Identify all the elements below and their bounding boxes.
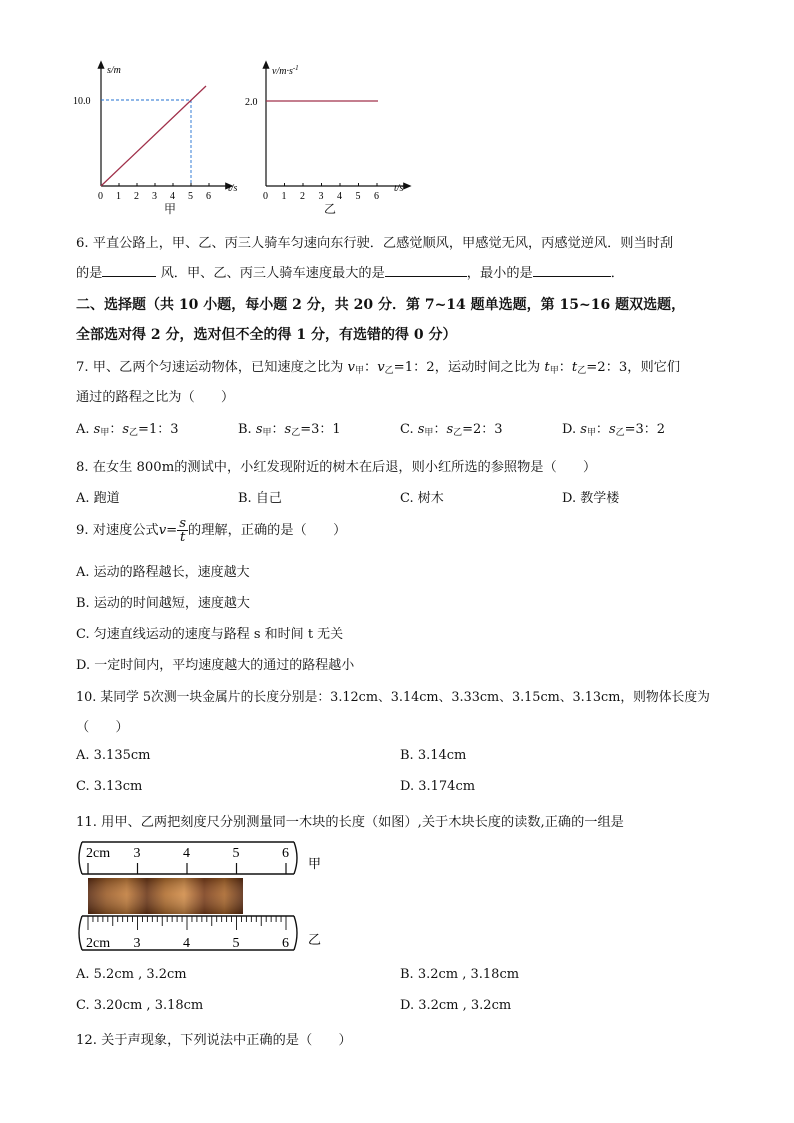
graph-yi-y-label: $v/m\cdot s^{-1}$ (272, 64, 299, 77)
q6-text-d: ． (610, 266, 624, 281)
graph-jia-x-label: t/s (228, 183, 238, 194)
ruler-yi-label: 5 (232, 936, 240, 951)
ruler-yi-ticks (88, 916, 286, 930)
q11-stem: 11. 用甲、乙两把刻度尺分别测量同一木块的长度（如图）,关于木块长度的读数,正确的一组是 (76, 815, 624, 830)
q6-text-c: ，最小的是 (466, 266, 533, 281)
graph-yi-caption: 乙 (324, 202, 337, 216)
graph-yi-tick-label: 5 (355, 191, 361, 202)
graph-yi-tick-label: 2 (300, 191, 305, 202)
q11-option-d[interactable]: D. 3.2cm , 3.2cm (400, 998, 512, 1013)
ruler-jia-label: 3 (133, 846, 141, 861)
q7-option-part: s (446, 422, 454, 437)
ruler-yi-label: 6 (282, 936, 289, 951)
graph-yi-y-tick: 2.0 (245, 97, 258, 108)
q7-option-part: s (284, 422, 292, 437)
ruler-yi-label: 2cm (86, 936, 111, 951)
q10-option-b[interactable]: B. 3.14cm (400, 748, 467, 763)
q7-option-part: A. (76, 422, 94, 437)
q7-option-c[interactable] (400, 418, 503, 438)
q7-option-part: s (608, 422, 616, 437)
q11-option-a[interactable]: A. 5.2cm , 3.2cm (76, 967, 187, 982)
q9-stem (76, 517, 346, 544)
graph-yi-tick-label: 4 (337, 191, 342, 202)
q8-option-d[interactable]: D. 教学楼 (562, 491, 620, 506)
graph-jia-tick-label: 2 (134, 191, 139, 202)
q7-option-part: 乙 (615, 428, 625, 438)
q7-line2: 通过的路程之比为（ ） (76, 390, 235, 405)
q7-ratio2: =2：3，则它们 (586, 360, 681, 375)
q10-line1: 10. 某同学 5次测一块金属片的长度分别是：3.12cm、3.14cm、3.33cm、3.15cm、3.13cm，则物体长度为 (76, 690, 710, 705)
q9-v: v (158, 523, 167, 538)
ruler-jia-label: 2cm (86, 846, 111, 861)
q7-option-d[interactable] (562, 418, 665, 438)
q7-option-part: B. (238, 422, 256, 437)
ruler-yi-name: 乙 (308, 932, 322, 947)
q6-line2 (76, 262, 624, 281)
q7-v1: v (347, 360, 355, 375)
q9-fraction (177, 517, 188, 544)
q10-option-c[interactable]: C. 3.13cm (76, 779, 143, 794)
section2-line1: 二、选择题（共 10 小题，每小题 2 分，共 20 分．第 7~14 题单选题，第 15~16 题双选题， (76, 297, 686, 313)
q7-option-part: ： (595, 422, 609, 437)
q6-text-a: 的是 (76, 266, 103, 281)
q7-option-part: 甲 (424, 428, 434, 438)
graph-yi (240, 58, 420, 218)
q7-option-part: 乙 (291, 428, 301, 438)
q7-colon-2: ： (558, 360, 572, 375)
q7-option-part: 甲 (586, 428, 596, 438)
q6-line1: 6. 平直公路上，甲、乙、丙三人骑车匀速向东行驶．乙感觉顺风，甲感觉无风，丙感觉逆风．则当时刮 (76, 236, 674, 251)
graph-jia-tick-label: 4 (170, 191, 175, 202)
q7-option-part: 甲 (100, 428, 110, 438)
q9-eq: = (166, 523, 178, 538)
ruler-yi (79, 916, 297, 951)
q7-t1: t (544, 360, 550, 375)
q11-option-b[interactable]: B. 3.2cm , 3.18cm (400, 967, 520, 982)
graph-jia-tick-label: 5 (188, 191, 193, 202)
graph-yi-tick-label: 3 (318, 191, 324, 202)
q6-text-b: 风．甲、乙、丙三人骑车速度最大的是 (160, 266, 385, 281)
ruler-jia-label: 5 (232, 846, 240, 861)
graph-yi-x-label: t/s (394, 183, 404, 194)
q9-text-a: 9. 对速度公式 (76, 523, 159, 538)
q7-text-a: 7. 甲、乙两个匀速运动物体，已知速度之比为 (76, 360, 344, 375)
q7-sub-yi-2: 乙 (577, 366, 587, 376)
graph-jia (70, 58, 250, 218)
q7-option-part: s (255, 422, 263, 437)
q7-t2: t (571, 360, 578, 375)
q7-option-part: s (580, 422, 587, 437)
wood-block-shade (88, 878, 243, 914)
q6-blank-2[interactable] (385, 264, 467, 277)
q7-option-part: 甲 (262, 428, 272, 438)
q8-option-c[interactable]: C. 树木 (400, 491, 444, 506)
q7-option-part: =1：3 (138, 422, 179, 437)
q7-colon-1: ： (364, 360, 378, 375)
q7-sub-jia: 甲 (355, 366, 365, 376)
q9-fraction-num: s (179, 516, 187, 531)
q10-option-d[interactable]: D. 3.174cm (400, 779, 476, 794)
q7-option-part: =3：2 (624, 422, 666, 437)
q7-option-part: s (417, 422, 425, 437)
q7-option-part: ： (433, 422, 447, 437)
ruler-jia-label: 6 (282, 846, 289, 861)
q10-line2: （ ） (76, 720, 129, 735)
q7-option-part: ： (109, 422, 123, 437)
q8-stem: 8. 在女生 800m的测试中，小红发现附近的树木在后退，则小红所选的参照物是（ ） (76, 460, 597, 475)
ruler-yi-labels (86, 936, 289, 951)
graph-yi-tick-label: 0 (263, 191, 268, 202)
q7-option-part: 乙 (129, 428, 139, 438)
graph-jia-tick-label: 1 (116, 191, 121, 202)
graph-jia-tick-label: 3 (152, 191, 157, 202)
q7-sub-yi: 乙 (384, 366, 394, 376)
q7-option-part: s (93, 422, 101, 437)
q8-option-a[interactable]: A. 跑道 (76, 491, 120, 506)
q7-line1 (76, 356, 680, 376)
q7-option-b[interactable] (238, 418, 341, 438)
q10-option-a[interactable]: A. 3.135cm (76, 748, 151, 763)
rulers-figure (76, 838, 336, 958)
ruler-jia-labels (86, 846, 289, 861)
q7-option-part: 乙 (453, 428, 463, 438)
q9-option-b[interactable]: B. 运动的时间越短，速度越大 (76, 596, 250, 611)
q7-option-part: ： (271, 422, 285, 437)
ruler-jia-ticks (88, 863, 286, 874)
q7-v2: v (377, 360, 385, 375)
graph-yi-tick-label: 1 (281, 191, 287, 202)
graph-jia-y-tick: 10.0 (73, 96, 91, 107)
q6-blank-1[interactable] (102, 264, 156, 277)
q7-sub-jia-2: 甲 (549, 366, 559, 376)
q9-text-b: 的理解，正确的是（ ） (188, 523, 347, 538)
q7-ratio1: =1：2，运动时间之比为 (393, 360, 541, 375)
q7-option-part: s (122, 422, 130, 437)
ruler-jia-label: 4 (183, 846, 190, 861)
q9-option-a[interactable]: A. 运动的路程越长，速度越大 (76, 565, 250, 580)
graph-yi-tick-label: 6 (374, 191, 379, 202)
q7-option-part: =3：1 (300, 422, 341, 437)
graph-jia-caption: 甲 (164, 202, 177, 216)
q8-option-b[interactable]: B. 自己 (238, 491, 282, 506)
ruler-jia-name: 甲 (308, 856, 322, 871)
q6-blank-3[interactable] (533, 264, 611, 277)
q7-option-part: C. (400, 422, 418, 437)
q12-stem: 12. 关于声现象，下列说法中正确的是（ ） (76, 1033, 352, 1048)
q7-option-part: D. (562, 422, 581, 437)
q7-option-part: =2：3 (462, 422, 503, 437)
q9-option-c[interactable]: C. 匀速直线运动的速度与路程 s 和时间 t 无关 (76, 627, 344, 642)
ruler-yi-label: 3 (133, 936, 141, 951)
q11-option-c[interactable]: C. 3.20cm , 3.18cm (76, 998, 204, 1013)
graph-jia-y-label: s/m (107, 65, 121, 76)
graph-jia-tick-label: 6 (206, 191, 211, 202)
q7-option-a[interactable] (76, 418, 178, 438)
ruler-yi-label: 4 (183, 936, 190, 951)
q9-fraction-den: t (179, 530, 186, 545)
graph-jia-line (101, 86, 206, 186)
q9-option-d[interactable]: D. 一定时间内，平均速度越大的通过的路程越小 (76, 658, 355, 673)
section2-line2: 全部选对得 2 分，选对但不全的得 1 分，有选错的得 0 分） (76, 327, 457, 343)
ruler-jia (79, 842, 297, 874)
graph-jia-tick-label: 0 (98, 191, 103, 202)
